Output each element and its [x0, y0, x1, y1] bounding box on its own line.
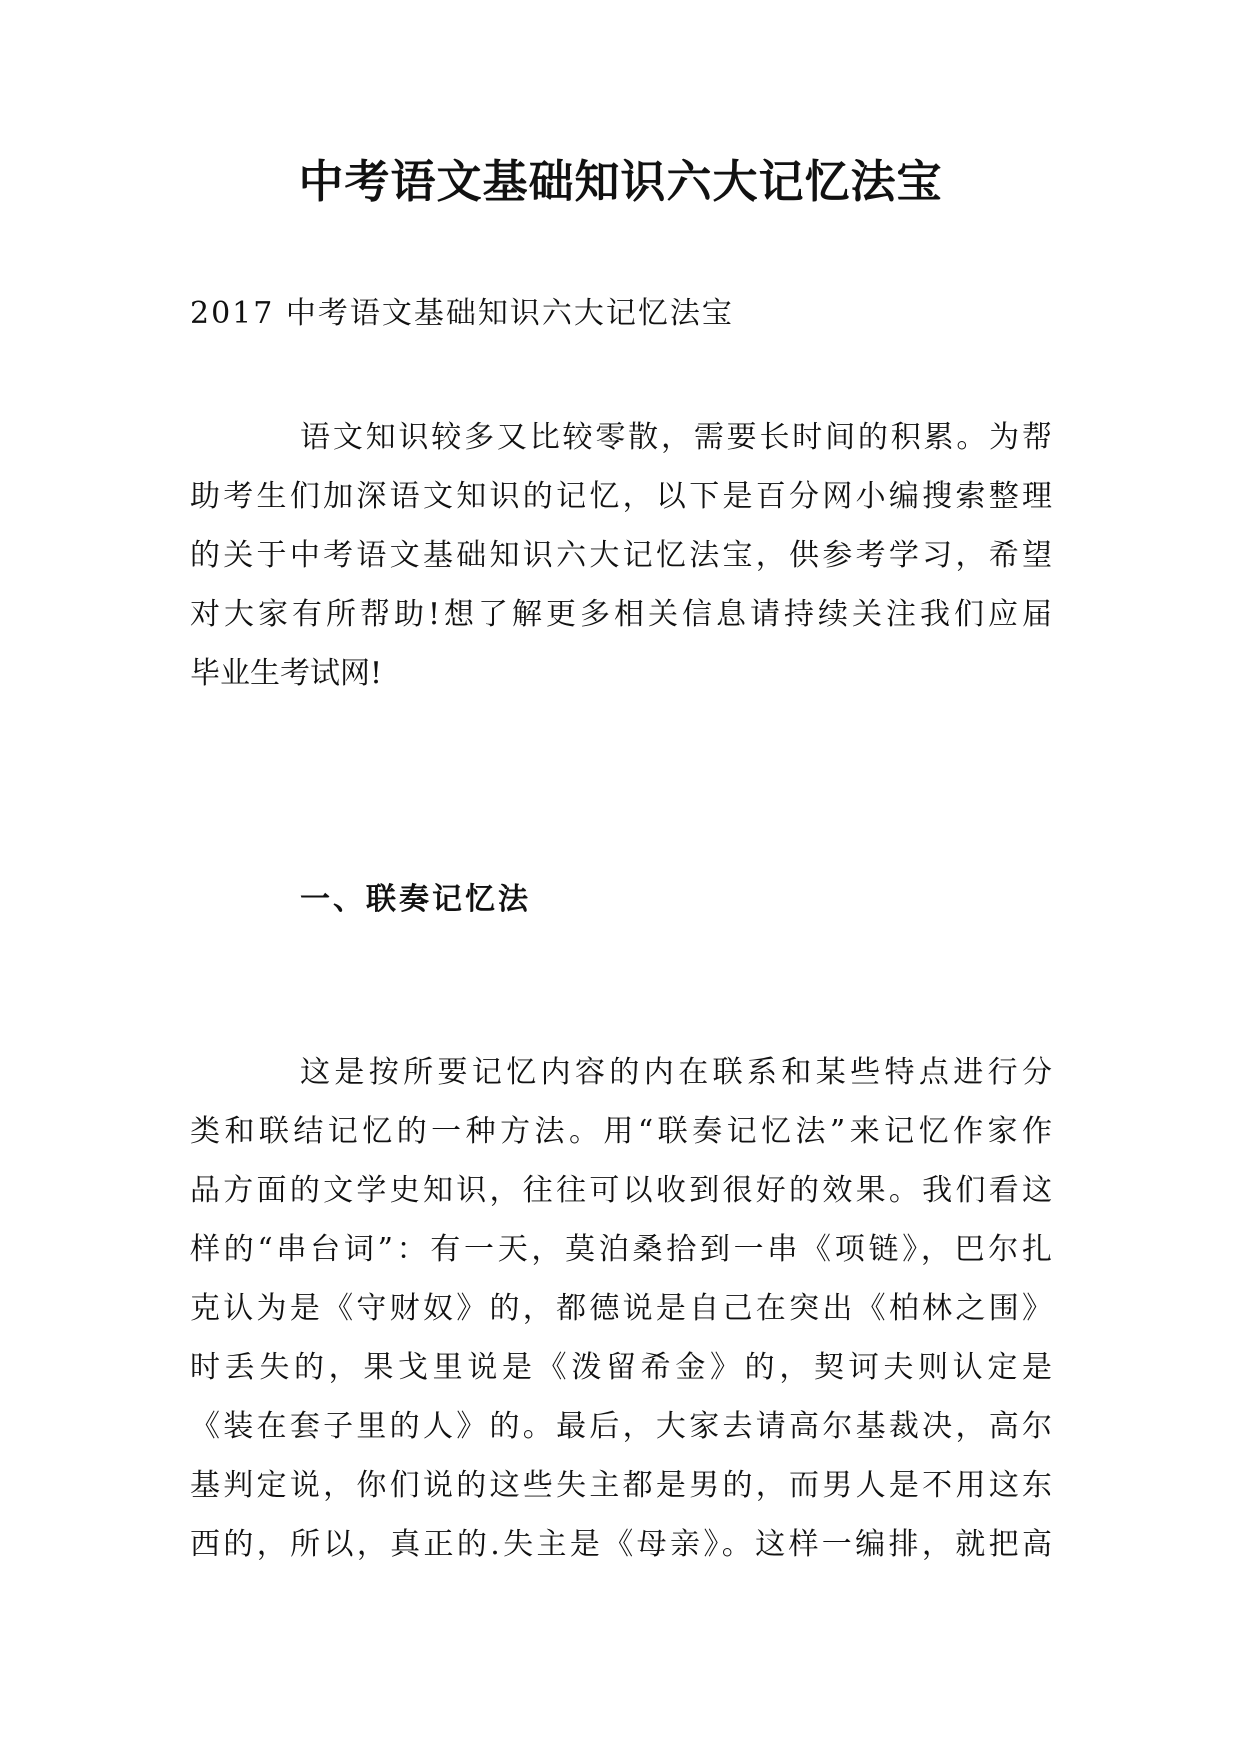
intro-paragraph — [190, 408, 1052, 703]
paragraph-line: 品方面的文学史知识，往往可以收到很好的效果。我们看这 — [190, 1173, 1052, 1208]
paragraph-line: 的关于中考语文基础知识六大记忆法宝，供参考学习，希望 — [190, 538, 1052, 573]
paragraph-line: 基判定说，你们说的这些失主都是男的，而男人是不用这东 — [190, 1468, 1052, 1503]
paragraph-line: 克认为是《守财奴》的，都德说是自己在突出《柏林之围》 — [190, 1291, 1052, 1326]
section-body-paragraph — [190, 1043, 1052, 1574]
paragraph-line: 语文知识较多又比较零散，需要长时间的积累。为帮 — [300, 420, 1052, 455]
paragraph-line: 毕业生考试网! — [190, 656, 383, 691]
paragraph-line: 《装在套子里的人》的。最后，大家去请高尔基裁决，高尔 — [190, 1409, 1052, 1444]
paragraph-line: 这是按所要记忆内容的内在联系和某些特点进行分 — [300, 1055, 1052, 1090]
paragraph-line: 类和联结记忆的一种方法。用“联奏记忆法”来记忆作家作 — [190, 1114, 1052, 1149]
document-subtitle: 2017 中考语文基础知识六大记忆法宝 — [190, 296, 734, 331]
paragraph-line: 样的“串台词”：有一天，莫泊桑拾到一串《项链》，巴尔扎 — [190, 1232, 1052, 1267]
section-heading: 一、联奏记忆法 — [300, 882, 531, 917]
paragraph-line: 对大家有所帮助!想了解更多相关信息请持续关注我们应届 — [190, 597, 1052, 632]
paragraph-line: 助考生们加深语文知识的记忆，以下是百分网小编搜索整理 — [190, 479, 1052, 514]
paragraph-line: 西的，所以，真正的.失主是《母亲》。这样一编排，就把高 — [190, 1527, 1052, 1562]
document-title: 中考语文基础知识六大记忆法宝 — [298, 155, 943, 208]
paragraph-line: 时丢失的，果戈里说是《泼留希金》的，契诃夫则认定是 — [190, 1350, 1052, 1385]
